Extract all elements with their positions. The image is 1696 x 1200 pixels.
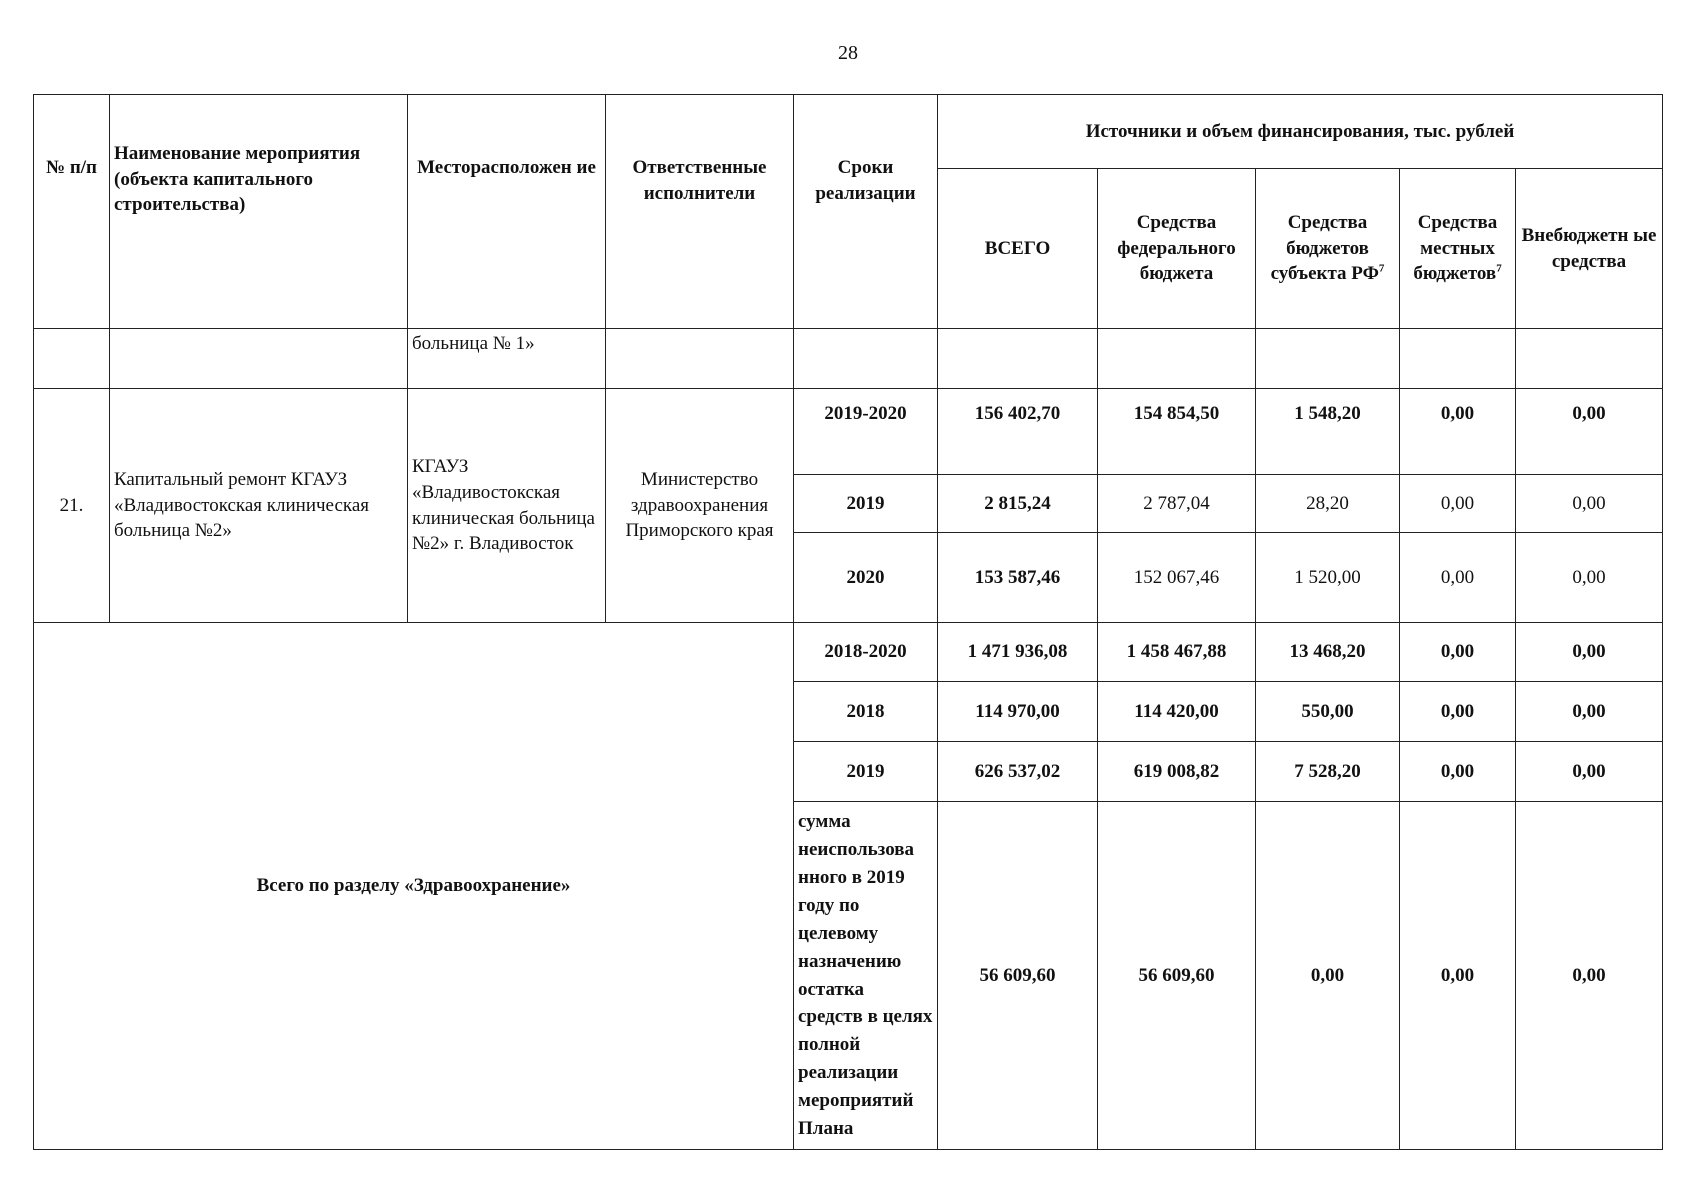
total-extra: 0,00 bbox=[1516, 742, 1663, 802]
total-total: 626 537,02 bbox=[938, 742, 1098, 802]
header-local: Средства местных бюджетов$^7$ bbox=[1400, 169, 1516, 329]
total-local: 0,00 bbox=[1400, 802, 1516, 1150]
section-total-label: Всего по разделу «Здравоохранение» bbox=[34, 623, 794, 1150]
item21-subject: 1 520,00 bbox=[1256, 533, 1400, 623]
header-period: Сроки реализации bbox=[794, 95, 938, 329]
total-subject: 0,00 bbox=[1256, 802, 1400, 1150]
total-extra: 0,00 bbox=[1516, 623, 1663, 682]
total-federal: 619 008,82 bbox=[1098, 742, 1256, 802]
item21-local: 0,00 bbox=[1400, 533, 1516, 623]
item21-location: КГАУЗ «Владивостокская клиническая больница №2» г. Владивосток bbox=[408, 389, 606, 623]
header-funding-group: Источники и объем финансирования, тыс. рублей bbox=[938, 95, 1663, 169]
header-num: № п/п bbox=[34, 95, 110, 329]
header-responsible: Ответственные исполнители bbox=[606, 95, 794, 329]
header-extrabudget: Внебюджетн ые средства bbox=[1516, 169, 1663, 329]
header-row-1 bbox=[34, 95, 1663, 169]
total-extra: 0,00 bbox=[1516, 802, 1663, 1150]
total-subject: 13 468,20 bbox=[1256, 623, 1400, 682]
item21-responsible: Министерство здравоохранения Приморского края bbox=[606, 389, 794, 623]
item21-local: 0,00 bbox=[1400, 475, 1516, 533]
total-federal: 56 609,60 bbox=[1098, 802, 1256, 1150]
item21-total: 156 402,70 bbox=[938, 389, 1098, 475]
total-period: 2018-2020 bbox=[794, 623, 938, 682]
total-row-1 bbox=[34, 623, 1663, 682]
item21-federal: 2 787,04 bbox=[1098, 475, 1256, 533]
continuation-location: больница № 1» bbox=[408, 329, 606, 389]
item21-period: 2019-2020 bbox=[794, 389, 938, 475]
total-subject: 7 528,20 bbox=[1256, 742, 1400, 802]
item21-period: 2019 bbox=[794, 475, 938, 533]
continuation-row bbox=[34, 329, 1663, 389]
header-location: Месторасположен ие bbox=[408, 95, 606, 329]
item21-federal: 154 854,50 bbox=[1098, 389, 1256, 475]
item21-subject: 1 548,20 bbox=[1256, 389, 1400, 475]
item21-local: 0,00 bbox=[1400, 389, 1516, 475]
item21-extra: 0,00 bbox=[1516, 533, 1663, 623]
item21-subject: 28,20 bbox=[1256, 475, 1400, 533]
financing-table bbox=[33, 94, 1663, 1150]
item21-num: 21. bbox=[34, 389, 110, 623]
item21-name: Капитальный ремонт КГАУЗ «Владивостокская клиническая больница №2» bbox=[110, 389, 408, 623]
total-period: сумма неиспользова нного в 2019 году по целевому назначению остатка средств в целях полной реализации мероприятий Плана bbox=[794, 802, 938, 1150]
total-local: 0,00 bbox=[1400, 623, 1516, 682]
total-total: 56 609,60 bbox=[938, 802, 1098, 1150]
total-extra: 0,00 bbox=[1516, 682, 1663, 742]
header-name: Наименование мероприятия (объекта капитального строительства) bbox=[110, 95, 408, 329]
header-federal: Средства федерального бюджета bbox=[1098, 169, 1256, 329]
total-period: 2018 bbox=[794, 682, 938, 742]
header-subject: Средства бюджетов субъекта $РФ^7$ bbox=[1256, 169, 1400, 329]
total-total: 114 970,00 bbox=[938, 682, 1098, 742]
item21-total: 2 815,24 bbox=[938, 475, 1098, 533]
total-local: 0,00 bbox=[1400, 742, 1516, 802]
header-total: ВСЕГО bbox=[938, 169, 1098, 329]
total-total: 1 471 936,08 bbox=[938, 623, 1098, 682]
total-federal: 1 458 467,88 bbox=[1098, 623, 1256, 682]
item21-total: 153 587,46 bbox=[938, 533, 1098, 623]
item21-extra: 0,00 bbox=[1516, 475, 1663, 533]
page-number: 28 bbox=[838, 42, 858, 64]
total-period: 2019 bbox=[794, 742, 938, 802]
total-federal: 114 420,00 bbox=[1098, 682, 1256, 742]
item21-federal: 152 067,46 bbox=[1098, 533, 1256, 623]
total-subject: 550,00 bbox=[1256, 682, 1400, 742]
item21-period: 2020 bbox=[794, 533, 938, 623]
item21-row-1 bbox=[34, 389, 1663, 475]
item21-extra: 0,00 bbox=[1516, 389, 1663, 475]
total-local: 0,00 bbox=[1400, 682, 1516, 742]
